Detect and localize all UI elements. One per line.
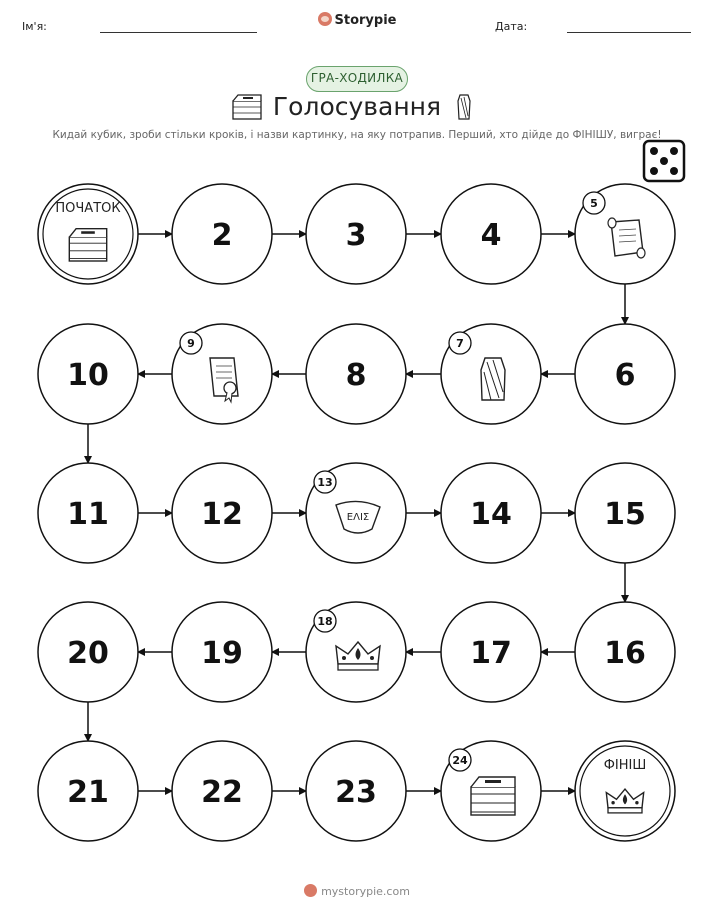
board-cell — [38, 184, 138, 284]
ballot-box-icon — [471, 777, 515, 815]
cell-number: 15 — [604, 497, 646, 532]
board-cell — [306, 324, 406, 424]
cell-number: 10 — [67, 358, 109, 393]
board-cell — [172, 602, 272, 702]
ostracon-inscription: ΕΛΙΣ — [346, 512, 370, 523]
date-label: Дата: — [495, 20, 528, 33]
cell-number: 11 — [67, 497, 109, 532]
cell-number: 13 — [317, 476, 333, 489]
instructions-text: Кидай кубик, зроби стільки кроків, і назви картинку, на яку потрапив. Перший, хто дійде до ФІНІШУ, виграє! — [52, 129, 662, 141]
name-label: Ім'я: — [22, 20, 47, 33]
game-type-badge: ГРА-ХОДИЛКА — [306, 66, 408, 92]
cell-number: 24 — [452, 754, 468, 767]
cell-number: 5 — [590, 197, 598, 210]
toga-icon — [481, 358, 505, 400]
board-cell — [575, 184, 675, 284]
board-cell — [172, 463, 272, 563]
cell-number: 21 — [67, 775, 109, 810]
board-cell — [441, 324, 541, 424]
cell-number: 14 — [470, 497, 512, 532]
cell-number: 18 — [317, 615, 333, 628]
cell-number: 20 — [67, 636, 109, 671]
board-cell — [441, 741, 541, 841]
footer-website: mystorypie.com — [321, 885, 410, 898]
board-cell — [441, 463, 541, 563]
board-cell — [306, 602, 406, 702]
cell-number: 6 — [614, 358, 636, 393]
board-cell — [575, 741, 675, 841]
cell-number: 3 — [345, 218, 367, 253]
board-cell — [172, 324, 272, 424]
board-cells — [38, 184, 675, 841]
board-cell — [38, 741, 138, 841]
cell-number: 22 — [201, 775, 243, 810]
page-title: Голосування — [272, 92, 442, 121]
cell-number: 23 — [335, 775, 377, 810]
cell-number: 16 — [604, 636, 646, 671]
finish-label: ФІНІШ — [603, 758, 647, 773]
board-cell — [306, 184, 406, 284]
board-cell — [306, 463, 406, 563]
cell-number: 8 — [345, 358, 367, 393]
cell-number: 7 — [456, 337, 464, 350]
cell-number: 2 — [211, 218, 233, 253]
board-cell — [172, 184, 272, 284]
certificate-icon — [210, 358, 238, 402]
cell-number: 9 — [187, 337, 195, 350]
cell-number: 17 — [470, 636, 512, 671]
board-cell — [38, 463, 138, 563]
board-cell — [575, 463, 675, 563]
board-cell — [441, 184, 541, 284]
storypie-logo-icon — [304, 884, 317, 897]
board-cell — [441, 602, 541, 702]
board-cell — [575, 602, 675, 702]
cell-number: 4 — [480, 218, 502, 253]
start-label: ПОЧАТОК — [55, 201, 121, 216]
ballot-box-icon — [69, 229, 106, 261]
brand-name: Storypie — [334, 13, 397, 28]
footer — [0, 884, 714, 898]
board-cell — [38, 602, 138, 702]
board-cell — [38, 324, 138, 424]
board-cell — [172, 741, 272, 841]
board-cell — [306, 741, 406, 841]
cell-number: 19 — [201, 636, 243, 671]
cell-number: 12 — [201, 497, 243, 532]
board-cell — [575, 324, 675, 424]
